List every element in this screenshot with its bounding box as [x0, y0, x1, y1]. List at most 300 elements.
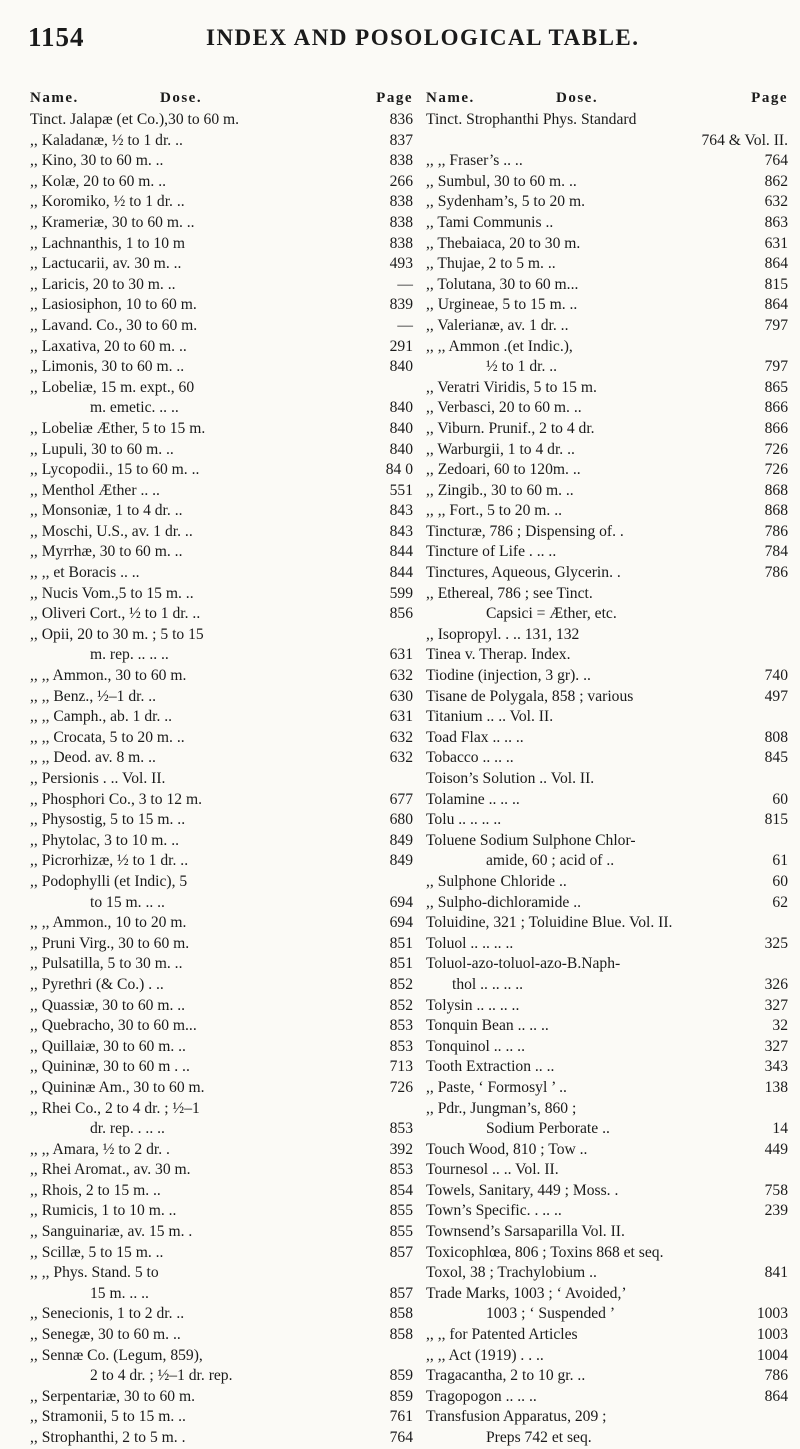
entry-page: 853 [389, 1037, 413, 1055]
entry-page: 859 [389, 1367, 413, 1385]
entry-page: 630 [389, 687, 413, 705]
entry-text: Townsend’s Sarsaparilla Vol. II. [426, 1223, 625, 1241]
entry-text: Toxicophlœa, 806 ; Toxins 868 et seq. [426, 1243, 664, 1261]
index-entry [426, 378, 788, 399]
entry-page: 841 [764, 1264, 788, 1282]
entry-text: ,, Lobeliæ, 15 m. expt., 60 [30, 378, 195, 396]
entry-page: 864 [764, 1387, 788, 1405]
entry-text: ,, Sulpho-dichloramide .. [426, 893, 582, 911]
entry-text: Tragopogon .. .. .. [426, 1387, 537, 1405]
page-number: 1154 [28, 22, 85, 52]
entry-text: ,, Veratri Viridis, 5 to 15 m. [426, 378, 597, 396]
entry-text: ,, Opii, 20 to 30 m. ; 5 to 15 [30, 625, 204, 643]
index-entry [426, 975, 788, 996]
entry-page: 855 [389, 1223, 413, 1241]
entry-text: ,, Valerianæ, av. 1 dr. .. [426, 316, 569, 334]
entry-text: ,, Quininæ, 30 to 60 m . .. [30, 1058, 190, 1076]
entry-text: ,, Warburgii, 1 to 4 dr. .. [426, 440, 575, 458]
entry-text: Toluol-azo-toluol-azo-B.Naph- [426, 955, 621, 973]
entry-page: 61 [772, 852, 788, 870]
entry-text: 2 to 4 dr. ; ½–1 dr. rep. [90, 1367, 233, 1385]
entry-page: 866 [764, 419, 788, 437]
entry-page: 758 [764, 1181, 788, 1199]
entry-text: Tolu .. .. .. .. [426, 811, 502, 829]
entry-page: 868 [764, 502, 788, 520]
entry-text: ,, Lactucarii, av. 30 m. .. [30, 255, 182, 273]
entry-text: ,, ,, Phys. Stand. 5 to [30, 1264, 159, 1282]
index-entry [30, 1057, 413, 1078]
entry-page: 84 0 [385, 461, 413, 479]
entry-text: Tinctures, Aqueous, Glycerin. . [426, 564, 621, 582]
index-entry [30, 810, 413, 831]
entry-text: ,, Sennæ Co. (Legum, 859), [30, 1346, 203, 1364]
index-entry [30, 1078, 413, 1099]
entry-page: 852 [389, 975, 413, 993]
entry-text: Preps 742 et seq. [486, 1429, 592, 1446]
index-entry [30, 440, 413, 461]
entry-page: 797 [764, 358, 788, 376]
entry-text: ,, Quebracho, 30 to 60 m... [30, 1017, 197, 1035]
index-entry [426, 687, 788, 708]
entry-text: ,, ,, Ammon .(et Indic.), [426, 337, 573, 355]
index-entry [426, 707, 788, 728]
entry-text: ,, Quillaiæ, 30 to 60 m. .. [30, 1037, 186, 1055]
entry-text: ,, Scillæ, 5 to 15 m. .. [30, 1243, 164, 1261]
entry-text: ,, Quininæ Am., 30 to 60 m. [30, 1078, 205, 1096]
entry-text: ,, Kino, 30 to 60 m. .. [30, 152, 164, 170]
index-entry [30, 501, 413, 522]
entry-page: 326 [764, 975, 788, 993]
index-entry [426, 295, 788, 316]
index-entry [30, 378, 413, 399]
entry-page: 239 [764, 1202, 788, 1220]
index-entry [426, 1387, 788, 1408]
name-heading: Name. [30, 90, 79, 106]
entry-page: — [397, 316, 413, 334]
index-entry [30, 584, 413, 605]
index-entry [426, 1325, 788, 1346]
entry-text: Tincturæ, 786 ; Dispensing of. . [426, 522, 624, 540]
dose-heading: Dose. [556, 90, 599, 106]
entry-page: 838 [389, 234, 413, 252]
page-header [0, 22, 800, 62]
entry-page: 786 [764, 522, 788, 540]
entry-text: ,, Physostig, 5 to 15 m. .. [30, 811, 186, 829]
entry-text: 1003 ; ‘ Suspended ’ [486, 1305, 616, 1323]
index-entry [30, 790, 413, 811]
index-entry [426, 769, 788, 790]
entry-text: Toluene Sodium Sulphone Chlor- [426, 831, 636, 849]
index-entry [30, 151, 413, 172]
entry-page: 864 [764, 296, 788, 314]
entry-text: 764 & Vol. II. [701, 131, 788, 149]
entry-page: 786 [764, 1367, 788, 1385]
index-entry [30, 707, 413, 728]
index-entry [30, 1407, 413, 1428]
entry-text: ,, Laricis, 20 to 30 m. .. [30, 275, 176, 293]
entry-page: 857 [389, 1243, 413, 1261]
index-entry [426, 481, 788, 502]
entry-page: 726 [764, 440, 788, 458]
index-entry [426, 748, 788, 769]
entry-page: 838 [389, 152, 413, 170]
entry-text: ,, ,, Fraser’s .. .. [426, 152, 523, 170]
entry-text: ,, ,, Crocata, 5 to 20 m. .. [30, 728, 185, 746]
index-entry [30, 1346, 413, 1367]
entry-page: 32 [772, 1017, 788, 1035]
index-entry [426, 1428, 788, 1449]
entry-page: 854 [389, 1181, 413, 1199]
entry-text: ,, Sumbul, 30 to 60 m. .. [426, 172, 577, 190]
index-entry [30, 996, 413, 1017]
entry-text: ,, Kolæ, 20 to 60 m. .. [30, 172, 167, 190]
entry-page: 449 [764, 1140, 788, 1158]
entry-text: ,, Oliveri Cort., ½ to 1 dr. .. [30, 605, 201, 623]
entry-text: ,, ,, et Boracis .. .. [30, 564, 140, 582]
entry-text: Tragacantha, 2 to 10 gr. .. [426, 1367, 586, 1385]
index-entry [426, 563, 788, 584]
entry-page: 392 [389, 1140, 413, 1158]
entry-text: ,, ,, Ammon., 10 to 20 m. [30, 914, 187, 932]
entry-page: 864 [764, 255, 788, 273]
entry-page: 786 [764, 564, 788, 582]
entry-text: ,, Monsoniæ, 1 to 4 dr. .. [30, 502, 183, 520]
index-entry [30, 748, 413, 769]
entry-text: ,, Laxativa, 20 to 60 m. .. [30, 337, 187, 355]
entry-text: Tonquinol .. .. .. [426, 1037, 525, 1055]
entry-text: ,, Lavand. Co., 30 to 60 m. [30, 316, 198, 334]
index-entry [426, 172, 788, 193]
index-entry [426, 151, 788, 172]
index-entry [30, 481, 413, 502]
entry-page: 551 [389, 481, 413, 499]
entry-page: 677 [389, 790, 413, 808]
index-entry [426, 1099, 788, 1120]
index-entry [426, 1222, 788, 1243]
entry-text: Town’s Specific. . .. .. [426, 1202, 562, 1220]
entry-text: Tolamine .. .. .. [426, 790, 520, 808]
index-entry [30, 1387, 413, 1408]
entry-page: 851 [389, 955, 413, 973]
entry-page: 844 [389, 543, 413, 561]
index-entry [426, 234, 788, 255]
entry-page: 327 [764, 1037, 788, 1055]
index-entry [30, 604, 413, 625]
entry-text: ,, Rumicis, 1 to 10 m. .. [30, 1202, 177, 1220]
entry-text: Touch Wood, 810 ; Tow .. [426, 1140, 588, 1158]
entry-page: 1004 [756, 1346, 788, 1364]
entry-text: ,, Lobeliæ Æther, 5 to 15 m. [30, 419, 206, 437]
index-entry [426, 110, 788, 131]
entry-page: 631 [389, 708, 413, 726]
index-entry [30, 337, 413, 358]
entry-page: 764 [764, 152, 788, 170]
entry-text: m. emetic. .. .. [90, 399, 179, 417]
index-entry [426, 872, 788, 893]
entry-text: ,, Persionis . .. Vol. II. [30, 770, 166, 787]
entry-text: ,, Verbasci, 20 to 60 m. .. [426, 399, 582, 417]
entry-page: 343 [764, 1058, 788, 1076]
right-column [426, 90, 788, 1449]
entry-page: 632 [764, 193, 788, 211]
index-entry [30, 1222, 413, 1243]
entry-page: 784 [764, 543, 788, 561]
entry-text: ,, Sanguinariæ, av. 15 m. . [30, 1223, 193, 1241]
entry-text: ,, Tami Communis .. [426, 213, 554, 231]
entry-text: ,, Serpentariæ, 30 to 60 m. [30, 1387, 196, 1405]
index-entry [30, 625, 413, 646]
entry-text: Tinct. Strophanthi Phys. Standard [426, 111, 637, 128]
index-entry [426, 1037, 788, 1058]
index-entry [30, 563, 413, 584]
index-entry [426, 1140, 788, 1161]
entry-text: Towels, Sanitary, 449 ; Moss. . [426, 1181, 619, 1199]
index-entry [426, 1304, 788, 1325]
entry-text: ,, Zingib., 30 to 60 m. .. [426, 481, 574, 499]
entry-page: 849 [389, 852, 413, 870]
entry-page: 815 [764, 811, 788, 829]
entry-text: 15 m. .. .. [90, 1284, 149, 1302]
index-entry [30, 975, 413, 996]
index-entry [426, 645, 788, 666]
index-entry [30, 1181, 413, 1202]
entry-page: 726 [389, 1078, 413, 1096]
entry-text: amide, 60 ; acid of .. [486, 852, 615, 870]
entry-page: 851 [389, 934, 413, 952]
index-entry [30, 542, 413, 563]
index-entry [426, 460, 788, 481]
entry-page: 840 [389, 358, 413, 376]
entry-page: 862 [764, 172, 788, 190]
entry-text: Tincture of Life . .. .. [426, 543, 557, 561]
entry-page: 694 [389, 893, 413, 911]
entry-text: ,, Senegæ, 30 to 60 m. .. [30, 1326, 181, 1344]
index-entry [426, 522, 788, 543]
entry-text: ,, Phytolac, 3 to 10 m. .. [30, 831, 180, 849]
index-entry [426, 1181, 788, 1202]
index-entry [426, 192, 788, 213]
entry-page: 1003 [756, 1326, 788, 1344]
entry-page: 858 [389, 1305, 413, 1323]
entry-page: 632 [389, 749, 413, 767]
entry-text: Tinea v. Therap. Index. [426, 646, 571, 664]
entry-text: ,, Pdr., Jungman’s, 860 ; [426, 1099, 577, 1117]
index-entry [426, 934, 788, 955]
entry-text: ,, Koromiko, ½ to 1 dr. .. [30, 193, 185, 211]
entry-page: 764 [389, 1429, 413, 1446]
entry-page: 325 [764, 934, 788, 952]
entry-page: 808 [764, 728, 788, 746]
index-entry [30, 831, 413, 852]
entry-page: 632 [389, 667, 413, 685]
entry-page: 865 [764, 378, 788, 396]
entry-page: 855 [389, 1202, 413, 1220]
entry-page: 838 [389, 193, 413, 211]
entry-page: 840 [389, 419, 413, 437]
index-entry [30, 687, 413, 708]
entry-page: 866 [764, 399, 788, 417]
index-entry [426, 831, 788, 852]
entry-text: Transfusion Apparatus, 209 ; [426, 1408, 607, 1426]
index-entry [30, 1304, 413, 1325]
entry-text: dr. rep. . .. .. [90, 1120, 165, 1138]
entry-text: ,, Isopropyl. . .. 131, 132 [426, 625, 580, 643]
index-entry [30, 954, 413, 975]
page-heading: Page [751, 90, 788, 106]
entry-text: Titanium .. .. Vol. II. [426, 708, 554, 726]
entry-text: ,, ,, Amara, ½ to 2 dr. . [30, 1140, 170, 1158]
entry-page: 493 [389, 255, 413, 273]
entry-text: Tournesol .. .. Vol. II. [426, 1161, 559, 1179]
index-entry [30, 645, 413, 666]
entry-text: ,, Krameriæ, 30 to 60 m. .. [30, 213, 195, 231]
index-entry [30, 1160, 413, 1181]
index-entry [426, 316, 788, 337]
index-entry [426, 501, 788, 522]
entry-page: 836 [389, 111, 413, 128]
index-entry [426, 810, 788, 831]
entry-text: Tonquin Bean .. .. .. [426, 1017, 549, 1035]
entry-page: 840 [389, 440, 413, 458]
index-entry [30, 1119, 413, 1140]
entry-page: 815 [764, 275, 788, 293]
entry-page: 327 [764, 996, 788, 1014]
entry-text: ,, ,, Act (1919) . . .. [426, 1346, 544, 1364]
index-entry [426, 893, 788, 914]
index-entry [426, 1201, 788, 1222]
entry-text: ,, ,, Camph., ab. 1 dr. .. [30, 708, 173, 726]
index-entry [30, 1099, 413, 1120]
index-entry [30, 131, 413, 152]
index-entry [30, 1037, 413, 1058]
entry-page: 1003 [756, 1305, 788, 1323]
entry-text: ,, Viburn. Prunif., 2 to 4 dr. [426, 419, 595, 437]
entry-text: ,, Sydenham’s, 5 to 20 m. [426, 193, 585, 211]
index-entry [426, 213, 788, 234]
index-entry [30, 1140, 413, 1161]
index-entry [30, 316, 413, 337]
index-entry [426, 851, 788, 872]
entry-text: Toad Flax .. .. .. [426, 728, 524, 746]
entry-text: ,, Menthol Æther .. .. [30, 481, 160, 499]
index-entry [426, 790, 788, 811]
index-entry [426, 542, 788, 563]
index-entry [30, 192, 413, 213]
index-entry [30, 893, 413, 914]
index-entry [426, 625, 788, 646]
index-entry [30, 1284, 413, 1305]
index-entry [30, 172, 413, 193]
entry-text: Tinct. Jalapæ (et Co.),30 to 60 m. [30, 111, 240, 128]
entry-page: 868 [764, 481, 788, 499]
entry-text: ,, ,, Benz., ½–1 dr. .. [30, 687, 157, 705]
index-entry [426, 1284, 788, 1305]
entry-text: m. rep. .. .. .. [90, 646, 169, 664]
column-header [426, 90, 788, 110]
entry-page: 138 [764, 1078, 788, 1096]
entry-text: ,, Kaladanæ, ½ to 1 dr. .. [30, 131, 183, 149]
index-entry [30, 728, 413, 749]
index-entry [30, 275, 413, 296]
entry-page: 852 [389, 996, 413, 1014]
entry-text: ,, Limonis, 30 to 60 m. .. [30, 358, 185, 376]
entry-page: 62 [772, 893, 788, 911]
entry-text: ,, Zedoari, 60 to 120m. .. [426, 461, 581, 479]
entry-text: Trade Marks, 1003 ; ‘ Avoided,’ [426, 1284, 627, 1302]
index-entry [30, 851, 413, 872]
index-entry [30, 110, 413, 131]
entry-page: 858 [389, 1326, 413, 1344]
entry-text: ,, Pulsatilla, 5 to 30 m. .. [30, 955, 183, 973]
entry-page: 839 [389, 296, 413, 314]
entry-list [426, 110, 788, 1449]
index-entry [426, 1160, 788, 1181]
entry-text: Tolysin .. .. .. .. [426, 996, 520, 1014]
entry-page: 497 [764, 687, 788, 705]
left-column [30, 90, 413, 1449]
entry-page: 60 [772, 872, 788, 890]
entry-page: 857 [389, 1284, 413, 1302]
entry-text: ,, Thebaiaca, 20 to 30 m. [426, 234, 581, 252]
entry-text: Sodium Perborate .. [486, 1120, 610, 1138]
entry-text: ,, Ethereal, 786 ; see Tinct. [426, 584, 593, 602]
entry-text: Capsici = Æther, etc. [486, 605, 617, 623]
index-entry [426, 398, 788, 419]
entry-text: Toxol, 38 ; Trachylobium .. [426, 1264, 597, 1282]
dose-heading: Dose. [160, 90, 203, 106]
index-entry [30, 522, 413, 543]
index-entry [30, 295, 413, 316]
index-entry [426, 1016, 788, 1037]
entry-page: 853 [389, 1017, 413, 1035]
entry-text: Tisane de Polygala, 858 ; various [426, 687, 634, 705]
index-entry [30, 1366, 413, 1387]
entry-page: 726 [764, 461, 788, 479]
index-entry [30, 1325, 413, 1346]
index-entry [30, 934, 413, 955]
entry-page: 853 [389, 1161, 413, 1179]
entry-text: ,, Sulphone Chloride .. [426, 872, 567, 890]
index-entry [426, 1407, 788, 1428]
entry-text: ,, Rhei Co., 2 to 4 dr. ; ½–1 [30, 1099, 200, 1117]
entry-page: 761 [389, 1408, 413, 1426]
index-entry [30, 666, 413, 687]
entry-text: ,, Quassiæ, 30 to 60 m. .. [30, 996, 186, 1014]
index-entry [426, 1057, 788, 1078]
entry-page: 14 [772, 1120, 788, 1138]
entry-page: 266 [389, 172, 413, 190]
entry-text: Tiodine (injection, 3 gr). .. [426, 667, 591, 685]
entry-page: 845 [764, 749, 788, 767]
index-entry [30, 1201, 413, 1222]
index-entry [426, 1263, 788, 1284]
index-entry [426, 584, 788, 605]
entry-page: 843 [389, 522, 413, 540]
entry-page: — [397, 275, 413, 293]
index-entry [426, 131, 788, 152]
index-entry [426, 419, 788, 440]
index-entry [30, 1243, 413, 1264]
entry-text: Toluidine, 321 ; Toluidine Blue. Vol. II. [426, 914, 673, 932]
entry-text: ,, Nucis Vom.,5 to 15 m. .. [30, 584, 194, 602]
entry-text: ,, Phosphori Co., 3 to 12 m. [30, 790, 202, 808]
entry-page: 856 [389, 605, 413, 623]
index-entry [30, 1016, 413, 1037]
entry-page: 859 [389, 1387, 413, 1405]
entry-text: ,, Urgineae, 5 to 15 m. .. [426, 296, 578, 314]
index-entry [426, 1366, 788, 1387]
entry-page: 849 [389, 831, 413, 849]
